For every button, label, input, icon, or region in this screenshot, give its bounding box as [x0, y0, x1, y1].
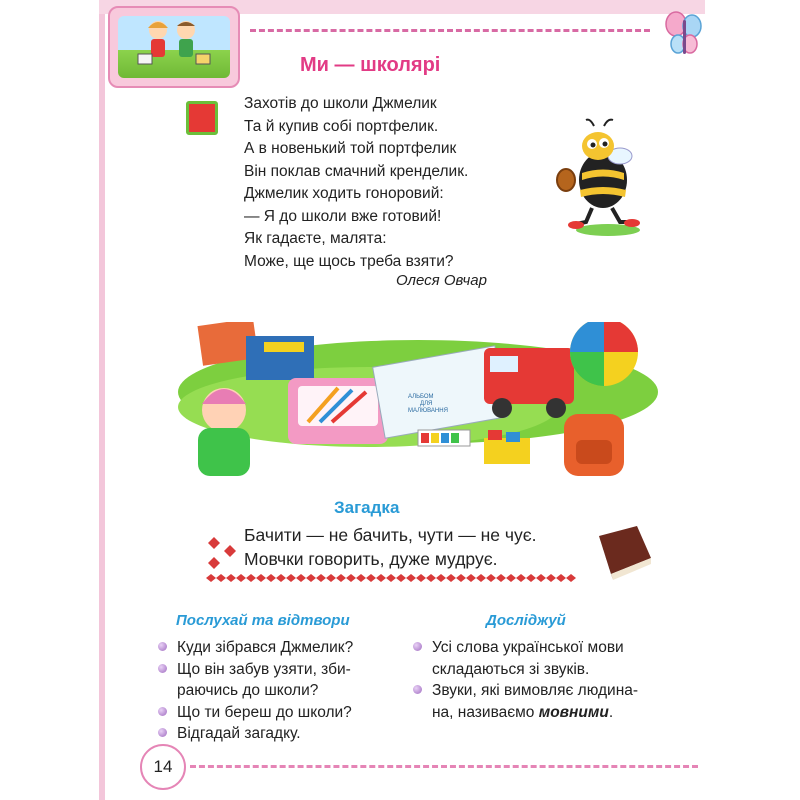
poem-line: А в новенький той портфелик — [244, 140, 457, 157]
term-highlight: мовними — [538, 703, 609, 721]
closed-book-icon — [593, 520, 655, 582]
riddle-line: Мовчки говорить, дуже мудрує. — [244, 549, 498, 569]
album-label: МАЛЮВАННЯ — [408, 408, 448, 414]
butterfly-icon — [664, 10, 704, 65]
riddle-title: Загадка — [334, 498, 400, 517]
list-item: Звуки, які вимовляє людина- на, називаємо мовними. — [410, 680, 638, 723]
bullet-icon — [158, 664, 167, 673]
listen-and-retell-heading: Послухай та відтвори — [176, 612, 350, 629]
corner-kids-background — [118, 16, 230, 78]
top-dashed-line — [250, 29, 650, 32]
poem-line: Він поклав смачний кренделик. — [244, 162, 469, 180]
embroidery-border-line — [206, 574, 576, 582]
list-item: Що він забув узяти, зби- раючись до школи? — [155, 659, 353, 702]
poem — [244, 93, 468, 273]
poem-line: — Я до школи вже готовий! — [244, 207, 442, 225]
bullet-icon — [158, 707, 167, 716]
list-item-line: на, називаємо мовними. — [432, 703, 614, 721]
list-item: Що ти береш до школи? — [155, 702, 353, 724]
list-item: Куди зібрався Джмелик? — [155, 637, 353, 659]
book-icon — [186, 101, 218, 135]
questions-list — [155, 637, 353, 745]
album-label: АЛЬБОМ — [408, 394, 434, 400]
bee-illustration — [548, 118, 648, 238]
explore-list — [410, 637, 638, 723]
list-item: Відгадай загадку. — [155, 723, 353, 745]
corner-kids-illustration — [108, 6, 240, 88]
embroidery-ornament-icon — [206, 531, 240, 575]
poem-line: Як гадаєте, малята: — [244, 230, 387, 247]
explore-heading: Досліджуй — [486, 612, 566, 629]
page-title: Ми — школярі — [300, 54, 441, 76]
poem-line: Захотів до школи Джмелик — [244, 95, 437, 112]
list-item: Усі слова української мови складаються зі звуків. — [410, 637, 638, 680]
riddle-text — [244, 523, 537, 571]
poem-line: Джмелик ходить гоноровий: — [244, 185, 444, 202]
page-left-border — [99, 0, 105, 800]
poem-author: Олеся Овчар — [396, 272, 487, 289]
bullet-icon — [413, 685, 422, 694]
bullet-icon — [158, 642, 167, 651]
kids-drawing — [118, 16, 226, 74]
page-number: 14 — [140, 744, 186, 790]
album-label: ДЛЯ — [420, 401, 433, 407]
bullet-icon — [413, 642, 422, 651]
school-items-illustration — [168, 322, 673, 482]
poem-line: Та й купив собі портфелик. — [244, 117, 439, 135]
bottom-dashed-line — [190, 765, 698, 768]
bullet-icon — [158, 728, 167, 737]
poem-line: Може, ще щось треба взяти? — [244, 252, 454, 270]
riddle-line: Бачити — не бачить, чути — не чує. — [244, 525, 537, 545]
